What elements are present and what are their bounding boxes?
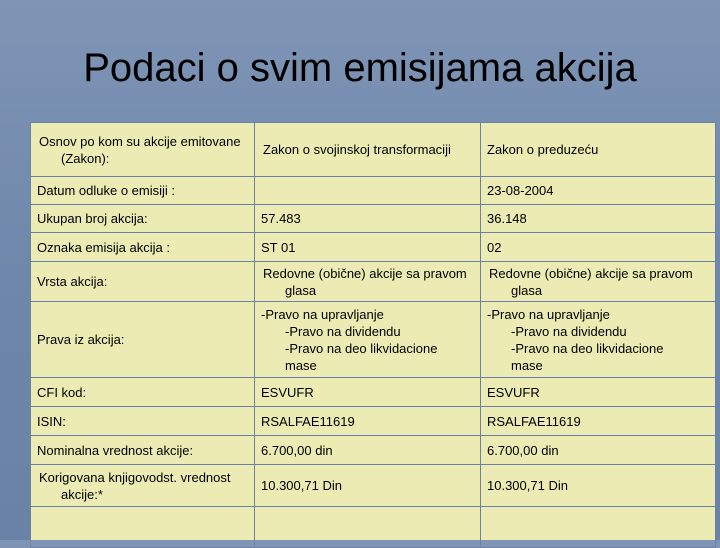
cell-share-type-issue-2: Redovne (obične) akcije sa pravom glasa bbox=[481, 262, 716, 302]
cell-issue-code-issue-2: 02 bbox=[481, 233, 716, 262]
row-label-share-type: Vrsta akcija: bbox=[31, 262, 255, 302]
right-management: -Pravo na upravljanje bbox=[487, 306, 610, 322]
table-row bbox=[31, 302, 716, 378]
cell-nominal-value-issue-2: 6.700,00 din bbox=[481, 436, 716, 465]
table-row bbox=[31, 436, 716, 465]
right-liquidation-cont: mase bbox=[511, 357, 543, 373]
cell-nominal-value-issue-1: 6.700,00 din bbox=[255, 436, 481, 465]
row-label-legal-basis: Osnov po kom su akcije emitovane (Zakon): bbox=[31, 123, 255, 177]
row-label-nominal-value: Nominalna vrednost akcije: bbox=[31, 436, 255, 465]
cell-decision-date-issue-2: 23-08-2004 bbox=[481, 177, 716, 205]
cell-book-value-issue-1: 10.300,71 Din bbox=[255, 465, 481, 507]
table-row bbox=[31, 262, 716, 302]
cell-cfi-code-issue-2: ESVUFR bbox=[481, 378, 716, 407]
cell-decision-date-issue-1 bbox=[255, 177, 481, 205]
slide-title: Podaci o svim emisijama akcija bbox=[83, 46, 637, 90]
cell-book-value-issue-2: 10.300,71 Din bbox=[481, 465, 716, 507]
right-liquidation: -Pravo na deo likvidacione bbox=[285, 340, 438, 356]
row-label-issue-code: Oznaka emisija akcija : bbox=[31, 233, 255, 262]
row-label-total-shares: Ukupan broj akcija: bbox=[31, 205, 255, 233]
empty-cell bbox=[255, 507, 481, 548]
cell-isin-issue-1: RSALFAE11619 bbox=[255, 407, 481, 436]
right-dividend: -Pravo na dividendu bbox=[285, 323, 401, 339]
right-dividend: -Pravo na dividendu bbox=[511, 323, 627, 339]
cell-share-type-issue-1: Redovne (obične) akcije sa pravom glasa bbox=[255, 262, 481, 302]
table-row bbox=[31, 465, 716, 507]
empty-cell bbox=[481, 507, 716, 548]
cell-legal-basis-issue-1: Zakon o svojinskoj transformaciji bbox=[255, 123, 481, 177]
cell-issue-code-issue-1: ST 01 bbox=[255, 233, 481, 262]
cell-share-rights-issue-2 bbox=[481, 302, 716, 378]
cell-isin-issue-2: RSALFAE11619 bbox=[481, 407, 716, 436]
table-row bbox=[31, 123, 716, 177]
row-label-isin: ISIN: bbox=[31, 407, 255, 436]
right-management: -Pravo na upravljanje bbox=[261, 306, 384, 322]
table-row bbox=[31, 407, 716, 436]
empty-cell bbox=[31, 507, 255, 548]
cell-total-shares-issue-2: 36.148 bbox=[481, 205, 716, 233]
table-row bbox=[31, 378, 716, 407]
cell-cfi-code-issue-1: ESVUFR bbox=[255, 378, 481, 407]
right-liquidation-cont: mase bbox=[285, 357, 317, 373]
cell-total-shares-issue-1: 57.483 bbox=[255, 205, 481, 233]
table-row-empty bbox=[31, 507, 716, 548]
table-row bbox=[31, 177, 716, 205]
row-label-book-value: Korigovana knjigovodst. vrednost akcije:* bbox=[31, 465, 255, 507]
share-issues-table bbox=[30, 122, 716, 548]
row-label-share-rights: Prava iz akcija: bbox=[31, 302, 255, 378]
table-row bbox=[31, 205, 716, 233]
cell-legal-basis-issue-2: Zakon o preduzeću bbox=[481, 123, 716, 177]
row-label-decision-date: Datum odluke o emisiji : bbox=[31, 177, 255, 205]
cell-share-rights-issue-1 bbox=[255, 302, 481, 378]
row-label-cfi-code: CFI kod: bbox=[31, 378, 255, 407]
right-liquidation: -Pravo na deo likvidacione bbox=[511, 340, 664, 356]
table-row bbox=[31, 233, 716, 262]
